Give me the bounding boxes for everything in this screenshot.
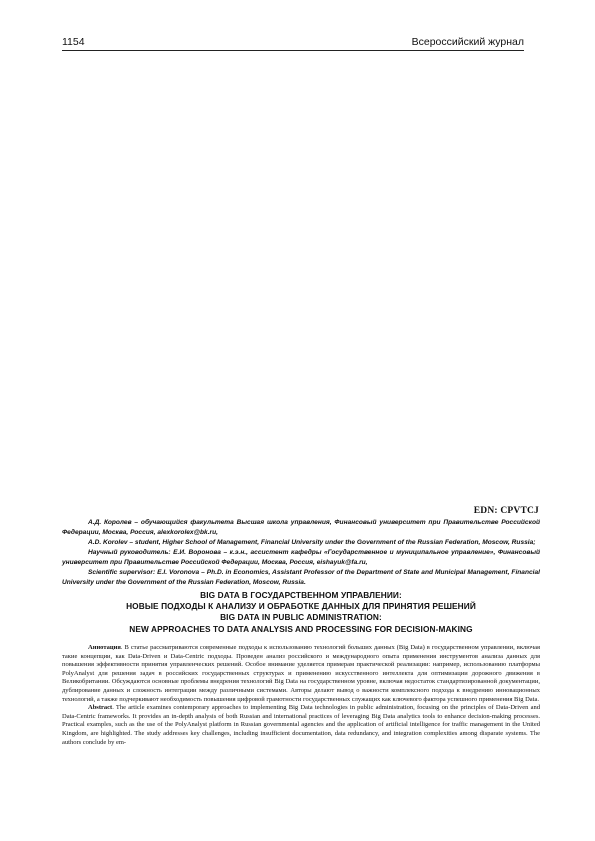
supervisor-ru: Научный руководитель: Е.И. Воронова – к.э.н., ассистент кафедры «Государственное и муниципальное управление», Финансовый университет при Правительстве Российской Федерации, Москва, Россия, eishayuk@fa.ru, bbox=[62, 549, 540, 566]
abstract-block bbox=[62, 644, 540, 747]
author-block bbox=[62, 518, 540, 588]
title-ru-line-2: НОВЫЕ ПОДХОДЫ К АНАЛИЗУ И ОБРАБОТКЕ ДАННЫХ ДЛЯ ПРИНЯТИЯ РЕШЕНИЙ bbox=[126, 601, 476, 612]
abstract-en bbox=[62, 704, 540, 747]
abstract-text: . The article examines contemporary approaches to implementing Big Data technologies in public administration, focusing on the principles of Data-Driven and Data-Centric frameworks. It provides an in-depth analysis of both Russian and international practices of leveraging Big Data analytics tools to enhance decision-making processes. Practical examples, such as the use of the PolyAnalyst platform in Russian governmental agencies and the application of artificial intelligence for traffic management in the United Kingdom, are highlighted. The study addresses key challenges, including insufficient documentation, data redundancy, and integration complexities among disparate systems. The authors conclude by em- bbox=[62, 704, 540, 746]
header-rule bbox=[62, 50, 524, 51]
article-title bbox=[62, 590, 540, 635]
title-ru-line-1: BIG DATA В ГОСУДАРСТВЕННОМ УПРАВЛЕНИИ: bbox=[200, 590, 402, 600]
annotation-label: Аннотация bbox=[88, 644, 121, 651]
page-number: 1154 bbox=[62, 36, 85, 48]
title-en-line-1: BIG DATA IN PUBLIC ADMINISTRATION: bbox=[220, 612, 382, 623]
journal-name: Всероссийский журнал bbox=[411, 36, 524, 48]
author-ru: А.Д. Королев – обучающийся факультета Высшая школа управления, Финансовый университет при Правительстве Российской Федерации, Москва, Россия, alexkorolex@bk.ru, bbox=[62, 519, 540, 536]
title-en-line-2: NEW APPROACHES TO DATA ANALYSIS AND PROCESSING FOR DECISION-MAKING bbox=[129, 623, 473, 634]
annotation-ru bbox=[62, 644, 540, 704]
edn-code: EDN: CPVTCJ bbox=[473, 506, 539, 516]
annotation-text: . В статье рассматриваются современные подходы к использованию технологий больших данных (Big Data) в государственном управлении, включая такие концепции, как Data-Driven и Data-Centric подходы. Проведен анализ российского и международного опыта применения инструментов анализа данных для повышения эффективности принятия управленческих решений. Особое внимание уделяется примерам практической реализации: например, использованию платформы PolyAnalyst для решения задач в российских государственных структурах и применению искусственного интеллекта для оптимизации дорожного движения в Великобритании. Обсуждаются основные проблемы внедрения технологий Big Data на государственном уровне, включая недостаток стандартизированной документации, дублирование данных и сложность интеграции между различными системами. Авторы делают вывод о важности комплексного подхода к внедрению инновационных технологий, а также подчеркивают необходимость повышения цифровой грамотности государственных служащих как ключевого фактора успешного применения Big Data. bbox=[62, 644, 540, 703]
running-header bbox=[62, 36, 524, 50]
abstract-label: Abstract bbox=[88, 704, 113, 712]
author-en: A.D. Korolev – student, Higher School of Management, Financial University under the Government of the Russian Federation, Moscow, Russia; bbox=[88, 539, 536, 546]
supervisor-en: Scientific supervisor: E.I. Voronova – Ph.D. in Economics, Assistant Professor of the Department of State and Municipal Management, Financial University under the Government of the Russian Federation, Moscow, Russia. bbox=[62, 569, 540, 586]
